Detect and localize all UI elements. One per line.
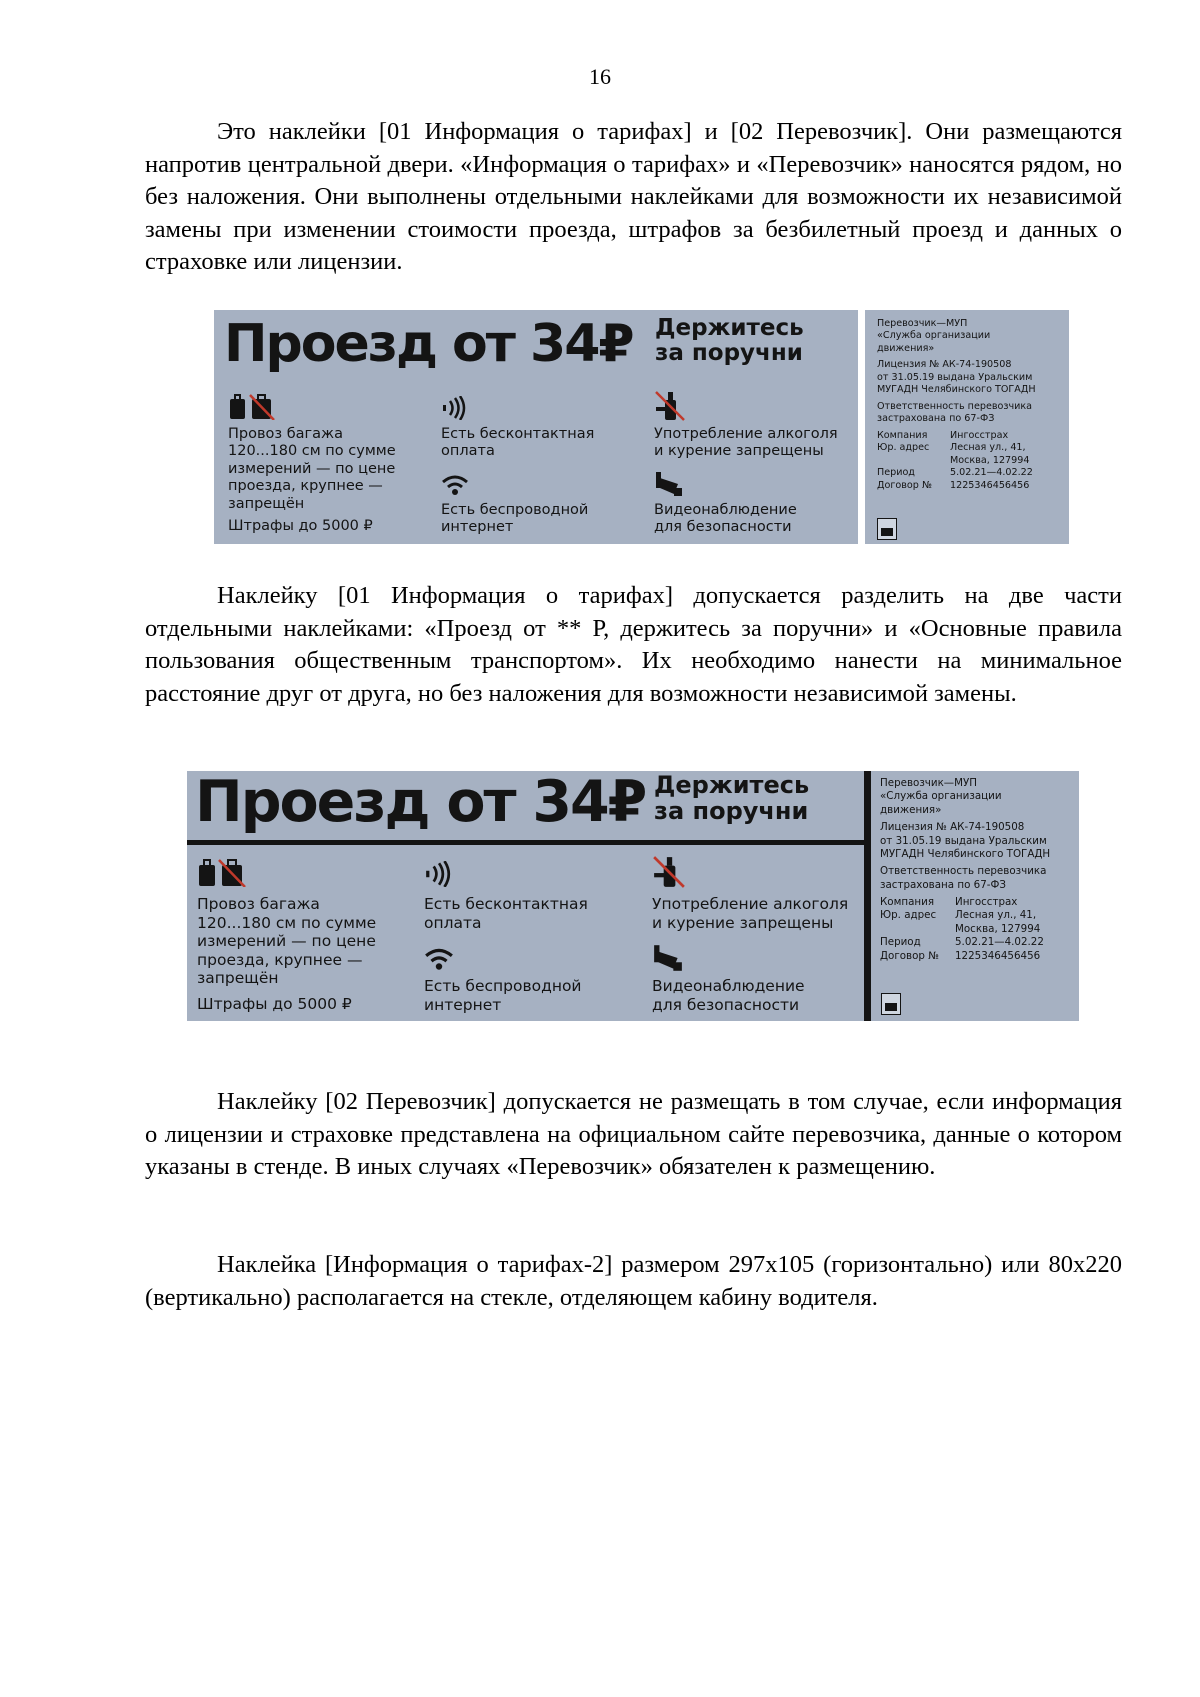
no-alcohol-rule: Употребление алкоголя и курение запрещены <box>652 895 849 932</box>
hold-line-1: Держитесь <box>655 315 804 341</box>
no-luggage-icon <box>219 860 245 887</box>
fare-title: Проезд от 34₽ <box>224 314 633 374</box>
no-alcohol-smoking-icon <box>652 855 686 889</box>
sticker-separator <box>858 310 865 544</box>
hold-handrails-text <box>654 773 809 825</box>
wifi-icon <box>441 474 469 496</box>
carrier-info: Перевозчик—МУП «Служба организации движения» Лицензия № АК-74-190508 от 31.05.19 выдана Уральским МУГАДН Челябинского ТОГАДН Ответственность перевозчика застрахована по 67-ФЗ Компания Ингосстрах Юр. адрес Лесная ул., 41, Москва, 127994 Период 5.02.21—4.02.22 Договор № 1225346456456 <box>880 777 1051 962</box>
no-luggage-icon <box>250 395 274 420</box>
sticker-fare-info-split <box>187 771 1079 1021</box>
contactless-rule: Есть бесконтактная оплата <box>424 895 588 932</box>
camera-icon <box>652 943 684 973</box>
coat-of-arms-icon <box>881 993 901 1015</box>
carrier-info: Перевозчик—МУП «Служба организации движения» Лицензия № АК-74-190508 от 31.05.19 выдана Уральским МУГАДН Челябинского ТОГАДН Ответственность перевозчика застрахована по 67-ФЗ Компания Ингосстрах Юр. адрес Лесная ул., 41, Москва, 127994 Период 5.02.21—4.02.22 Договор № 1225346456456 <box>877 318 1036 491</box>
contactless-icon <box>441 396 467 420</box>
hold-handrails-text <box>655 316 804 366</box>
sticker-separator <box>864 771 871 1021</box>
paragraph-carrier-optional: Наклейку [02 Перевозчик] допускается не размещать в том случае, если информация о лицензии и страховке представлена на официальном сайте перевозчика, данные о котором указаны в стенде. В иных случаях «Перевозчик» обязателен к размещению. <box>145 1088 1122 1181</box>
camera-icon <box>654 470 684 498</box>
luggage-icon <box>228 394 278 420</box>
page-number: 16 <box>589 64 611 89</box>
fare-title: Проезд от 34₽ <box>195 771 646 835</box>
sticker-fare-info-combined <box>214 310 1069 544</box>
paragraph-intro: Это наклейки [01 Информация о тарифах] и [02 Перевозчик]. Они размещаются напротив центральной двери. «Информация о тарифах» и «Перевозчик» наносятся рядом, но без наложения. Они выполнены отдельными наклейками для возможности их независимой замены при изменении стоимости проезда, штрафов за безбилетный проезд и данных о страховке или лицензии. <box>145 118 1122 276</box>
no-alcohol-smoking-icon <box>654 390 686 422</box>
video-rule: Видеонаблюдение для безопасности <box>652 977 805 1014</box>
luggage-icon <box>197 859 249 887</box>
coat-of-arms-icon <box>877 518 897 540</box>
video-rule: Видеонаблюдение для безопасности <box>654 502 797 536</box>
baggage-rule: Провоз багажа 120...180 см по сумме измерений — по цене проезда, крупнее — запрещён <box>228 426 396 512</box>
no-alcohol-rule: Употребление алкоголя и курение запрещены <box>654 426 838 460</box>
wifi-rule: Есть беспроводной интернет <box>441 502 589 536</box>
contactless-rule: Есть бесконтактная оплата <box>441 426 595 460</box>
split-cut-line <box>187 840 867 845</box>
fines-text: Штрафы до 5000 ₽ <box>197 995 352 1013</box>
wifi-rule: Есть беспроводной интернет <box>424 977 582 1014</box>
fines-text: Штрафы до 5000 ₽ <box>228 518 373 534</box>
hold-line-2: за поручни <box>655 339 803 366</box>
wifi-icon <box>424 947 454 971</box>
paragraph-split-sticker: Наклейку [01 Информация о тарифах] допускается разделить на две части отдельными наклейками: «Проезд от ** Р, держитесь за поручни» и «Основные правила пользования общественным транспортом». Их необходимо нанести на минимальное расстояние друг от друга, но без наложения для возможности независимой замены. <box>145 582 1122 707</box>
hold-line-1: Держитесь <box>654 771 810 799</box>
hold-line-2: за поручни <box>654 796 809 825</box>
contactless-icon <box>424 861 452 887</box>
paragraph-fare-info-2: Наклейка [Информация о тарифах-2] размером 297х105 (горизонтально) или 80х220 (вертикально) располагается на стекле, отделяющем кабину водителя. <box>145 1251 1122 1311</box>
baggage-rule: Провоз багажа 120...180 см по сумме измерений — по цене проезда, крупнее — запрещён <box>197 895 377 988</box>
